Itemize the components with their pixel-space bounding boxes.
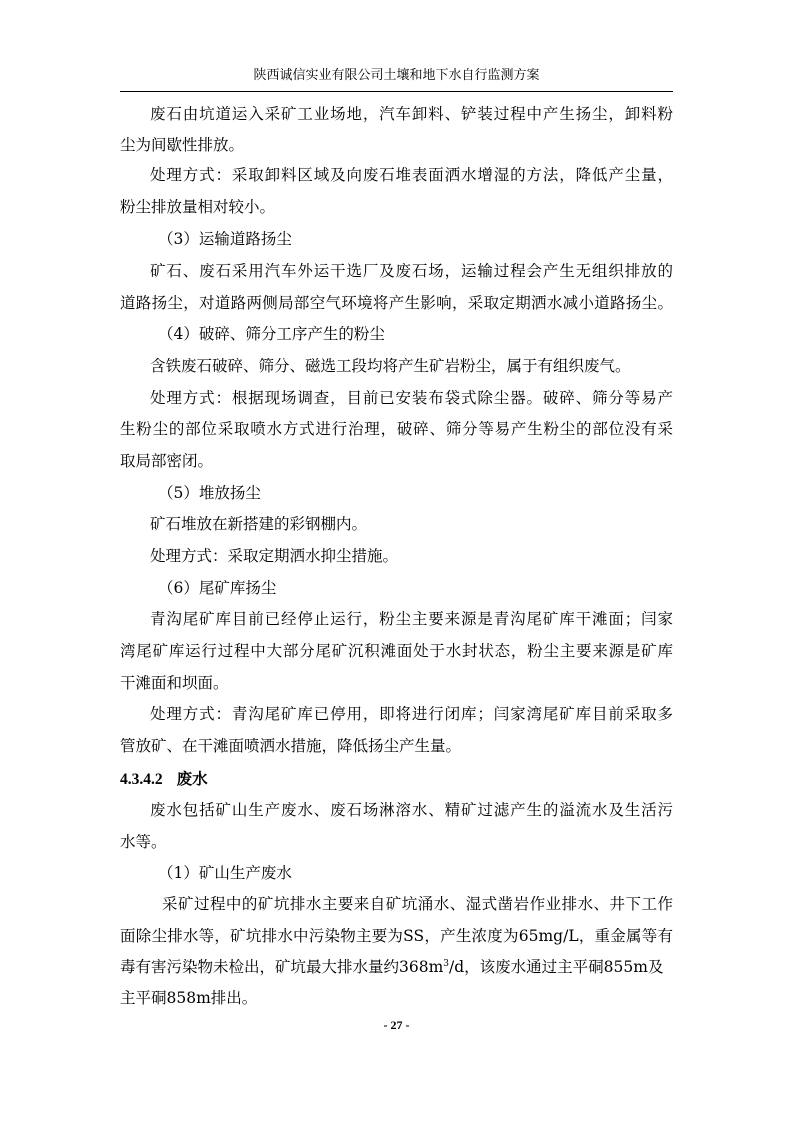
subheading: （6）尾矿库扬尘	[158, 579, 277, 597]
paragraph-line: 管放矿、在干滩面喷洒水措施，降低扬尘产生量。	[120, 737, 462, 755]
paragraph-line: 干滩面和坝面。	[120, 674, 229, 692]
subheading: （1）矿山生产废水	[158, 864, 292, 882]
paragraph-line: 道路扬尘，对道路两侧局部空气环境将产生影响，采取定期洒水减小道路扬尘。	[120, 294, 673, 312]
header-title: 陕西诚信实业有限公司土壤和地下水自行监测方案	[253, 68, 540, 83]
paragraph-line: 主平硐858m排出。	[120, 989, 258, 1007]
subheading: （3）运输道路扬尘	[158, 230, 292, 248]
section-number: 4.3.4.2	[120, 771, 163, 788]
paragraph-line: 处理方式：青沟尾矿库已停用，即将进行闭库；闫家湾尾矿库目前采取多	[150, 705, 673, 723]
paragraph-line: 生粉尘的部位采取喷水方式进行治理，破碎、筛分等易产生粉尘的部位没有采	[120, 420, 673, 438]
paragraph-line: 矿石、废石采用汽车外运干选厂及废石场，运输过程会产生无组织排放的	[150, 262, 673, 280]
subheading: （5）堆放扬尘	[158, 484, 261, 502]
paragraph-line: 面除尘排水等，矿坑排水中污染物主要为SS，产生浓度为65mg/L，重金属等有	[120, 927, 673, 945]
paragraph-line: 采矿过程中的矿坑排水主要来自矿坑涌水、湿式凿岩作业排水、井下工作	[162, 895, 673, 913]
paragraph-line: 尘为间歇性排放。	[120, 136, 245, 154]
paragraph-line: 处理方式：根据现场调查，目前已安装布袋式除尘器。破碎、筛分等易产	[150, 389, 673, 407]
paragraph-line	[120, 956, 673, 978]
subheading: （4）破碎、筛分工序产生的粉尘	[158, 325, 385, 343]
text-run: /d，该废水通过主平硐855m及	[449, 958, 664, 976]
section-title: 废水	[176, 769, 208, 788]
paragraph-line: 矿石堆放在新搭建的彩钢棚内。	[150, 515, 368, 533]
paragraph-line: 粉尘排放量相对较小。	[120, 198, 276, 216]
paragraph-line: 水等。	[120, 833, 167, 851]
paragraph-line: 废水包括矿山生产废水、废石场淋溶水、精矿过滤产生的溢流水及生活污	[150, 801, 673, 819]
paragraph-line: 取局部密闭。	[120, 452, 214, 470]
text-run: 毒有害污染物未检出，矿坑最大排水量约368m	[120, 958, 444, 976]
paragraph-line: 青沟尾矿库目前已经停止运行，粉尘主要来源是青沟尾矿库干滩面；闫家	[150, 610, 673, 628]
header-rule	[120, 91, 673, 92]
paragraph-line: 处理方式：采取定期洒水抑尘措施。	[150, 547, 399, 565]
paragraph-line: 处理方式：采取卸料区域及向废石堆表面洒水增湿的方法，降低产尘量，	[150, 166, 673, 184]
paragraph-line: 含铁废石破碎、筛分、磁选工段均将产生矿岩粉尘，属于有组织废气。	[150, 357, 631, 375]
section-heading	[120, 768, 208, 791]
paragraph-line: 湾尾矿库运行过程中大部分尾矿沉积滩面处于水封状态，粉尘主要来源是矿库	[120, 642, 673, 660]
paragraph-line: 废石由坑道运入采矿工业场地，汽车卸料、铲装过程中产生扬尘，卸料粉	[150, 105, 673, 123]
page-number: - 27 -	[383, 1018, 410, 1032]
superscript: 3	[443, 958, 450, 969]
